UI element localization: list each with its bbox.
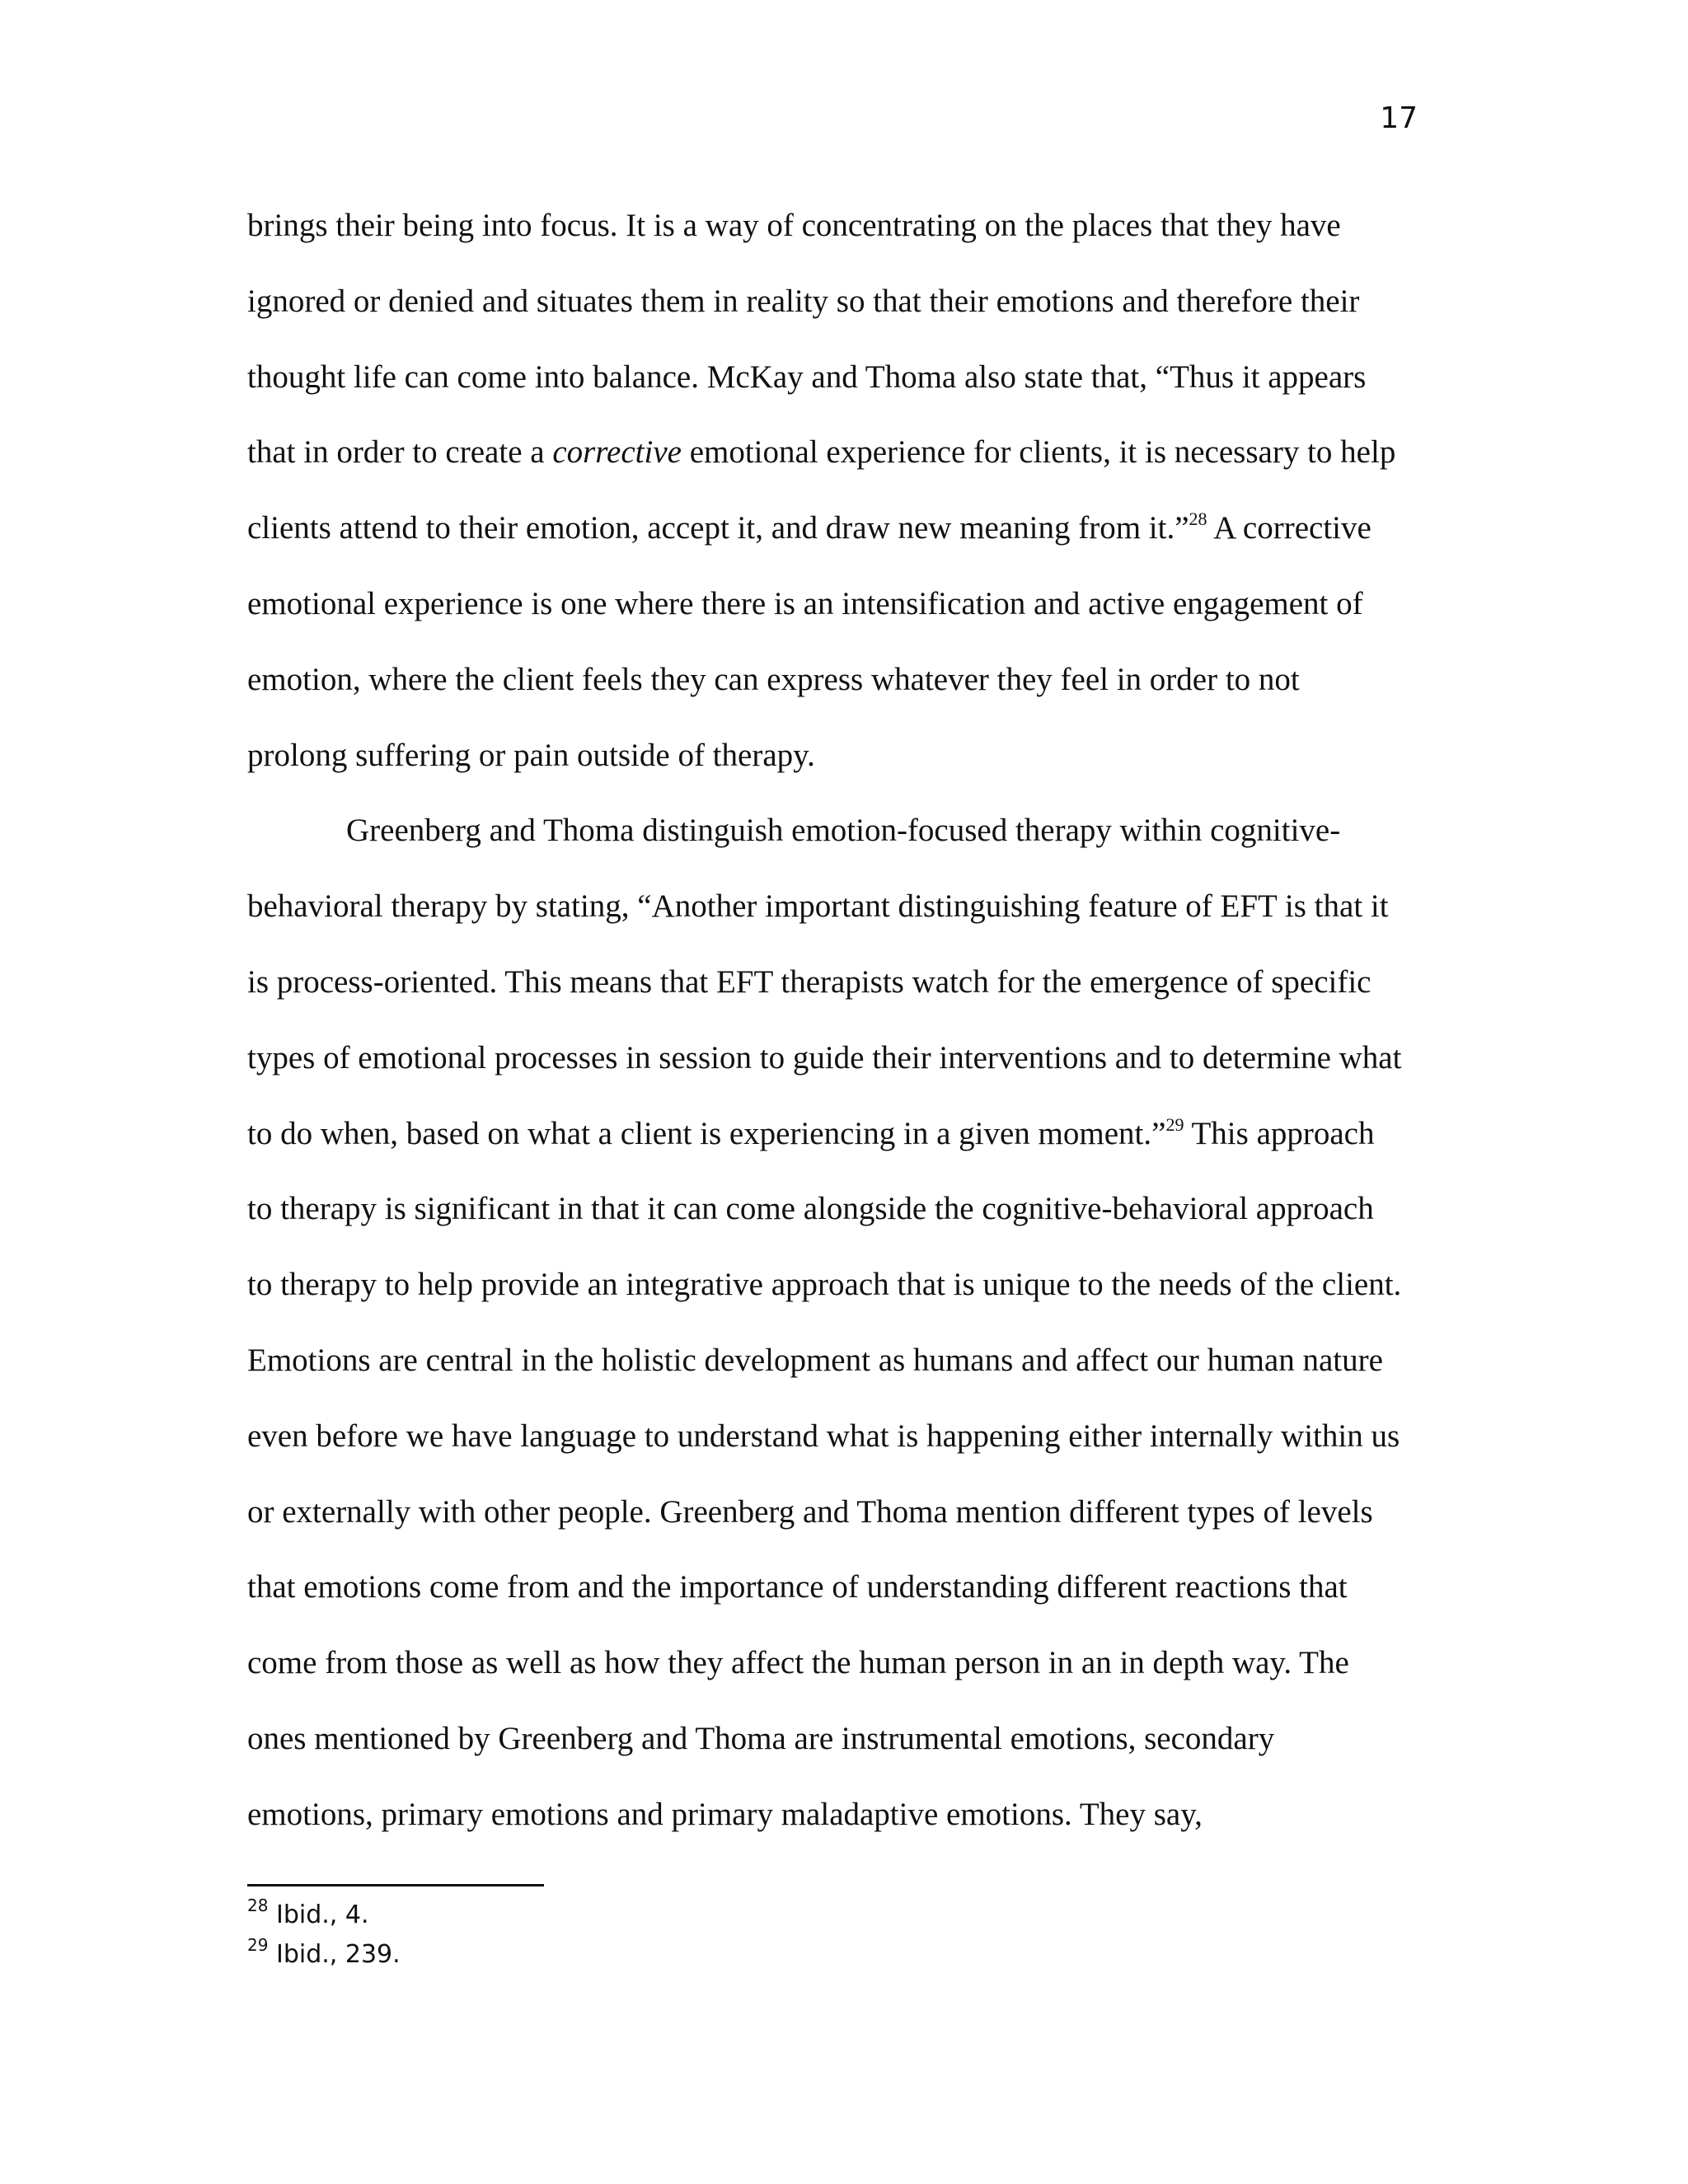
text-segment: clients attend to their emotion, accept it, and draw new meaning from it.” [247,510,1189,546]
footnotes [247,1896,401,1975]
text-line: emotions, primary emotions and primary maladaptive emotions. They say, [247,1796,1203,1832]
text-line: is process-oriented. This means that EFT therapists watch for the emergence of specific [247,963,1372,1000]
text-line: ignored or denied and situates them in reality so that their emotions and therefore their [247,283,1360,319]
text-line: to therapy to help provide an integrative approach that is unique to the needs of the client. [247,1267,1402,1303]
footnote-number: 28 [247,1896,269,1915]
text-segment: A corrective [1207,510,1372,546]
text-line: come from those as well as how they affect the human person in an in depth way. The [247,1645,1349,1681]
text-line [247,415,1434,490]
footnote-number: 29 [247,1935,269,1955]
text-line [247,1096,1434,1172]
text-segment: This approach [1184,1115,1375,1151]
text-segment: to do when, based on what a client is experiencing in a given moment.” [247,1115,1166,1151]
emphasized-word: corrective [552,434,682,471]
footnote-text: Ibid., 239. [276,1940,401,1969]
text-line: types of emotional processes in session to guide their interventions and to determine what [247,1039,1402,1076]
text-line: emotional experience is one where there is an intensification and active engagement of [247,585,1363,621]
footnote-28 [247,1896,401,1935]
body-text [247,188,1434,1853]
footnote-ref-28: 28 [1189,509,1207,530]
text-segment: that in order to create a [247,434,553,471]
footnote-divider [247,1884,544,1886]
text-line: behavioral therapy by stating, “Another important distinguishing feature of EFT is that it [247,888,1389,925]
text-line: even before we have language to understand what is happening either internally within us [247,1418,1400,1454]
text-line: thought life can come into balance. McKay and Thoma also state that, “Thus it appears [247,359,1367,395]
text-segment: emotional experience for clients, it is necessary to help [681,434,1396,471]
text-line: to therapy is significant in that it can come alongside the cognitive-behavioral approach [247,1191,1374,1227]
text-line: that emotions come from and the importance of understanding different reactions that [247,1569,1348,1605]
footnote-ref-29: 29 [1165,1113,1184,1135]
footnote-text: Ibid., 4. [276,1900,369,1929]
text-line: Greenberg and Thoma distinguish emotion-focused therapy within cognitive- [346,813,1341,849]
text-line: or externally with other people. Greenberg and Thoma mention different types of levels [247,1493,1373,1530]
text-line [247,490,1434,566]
text-line: Emotions are central in the holistic development as humans and affect our human nature [247,1342,1383,1378]
text-line: prolong suffering or pain outside of therapy. [247,737,815,773]
text-line: ones mentioned by Greenberg and Thoma are instrumental emotions, secondary [247,1720,1275,1756]
text-line: brings their being into focus. It is a way of concentrating on the places that they have [247,208,1341,243]
text-line: emotion, where the client feels they can express whatever they feel in order to not [247,661,1300,697]
footnote-29 [247,1935,401,1975]
page-number: 17 [1380,101,1418,135]
